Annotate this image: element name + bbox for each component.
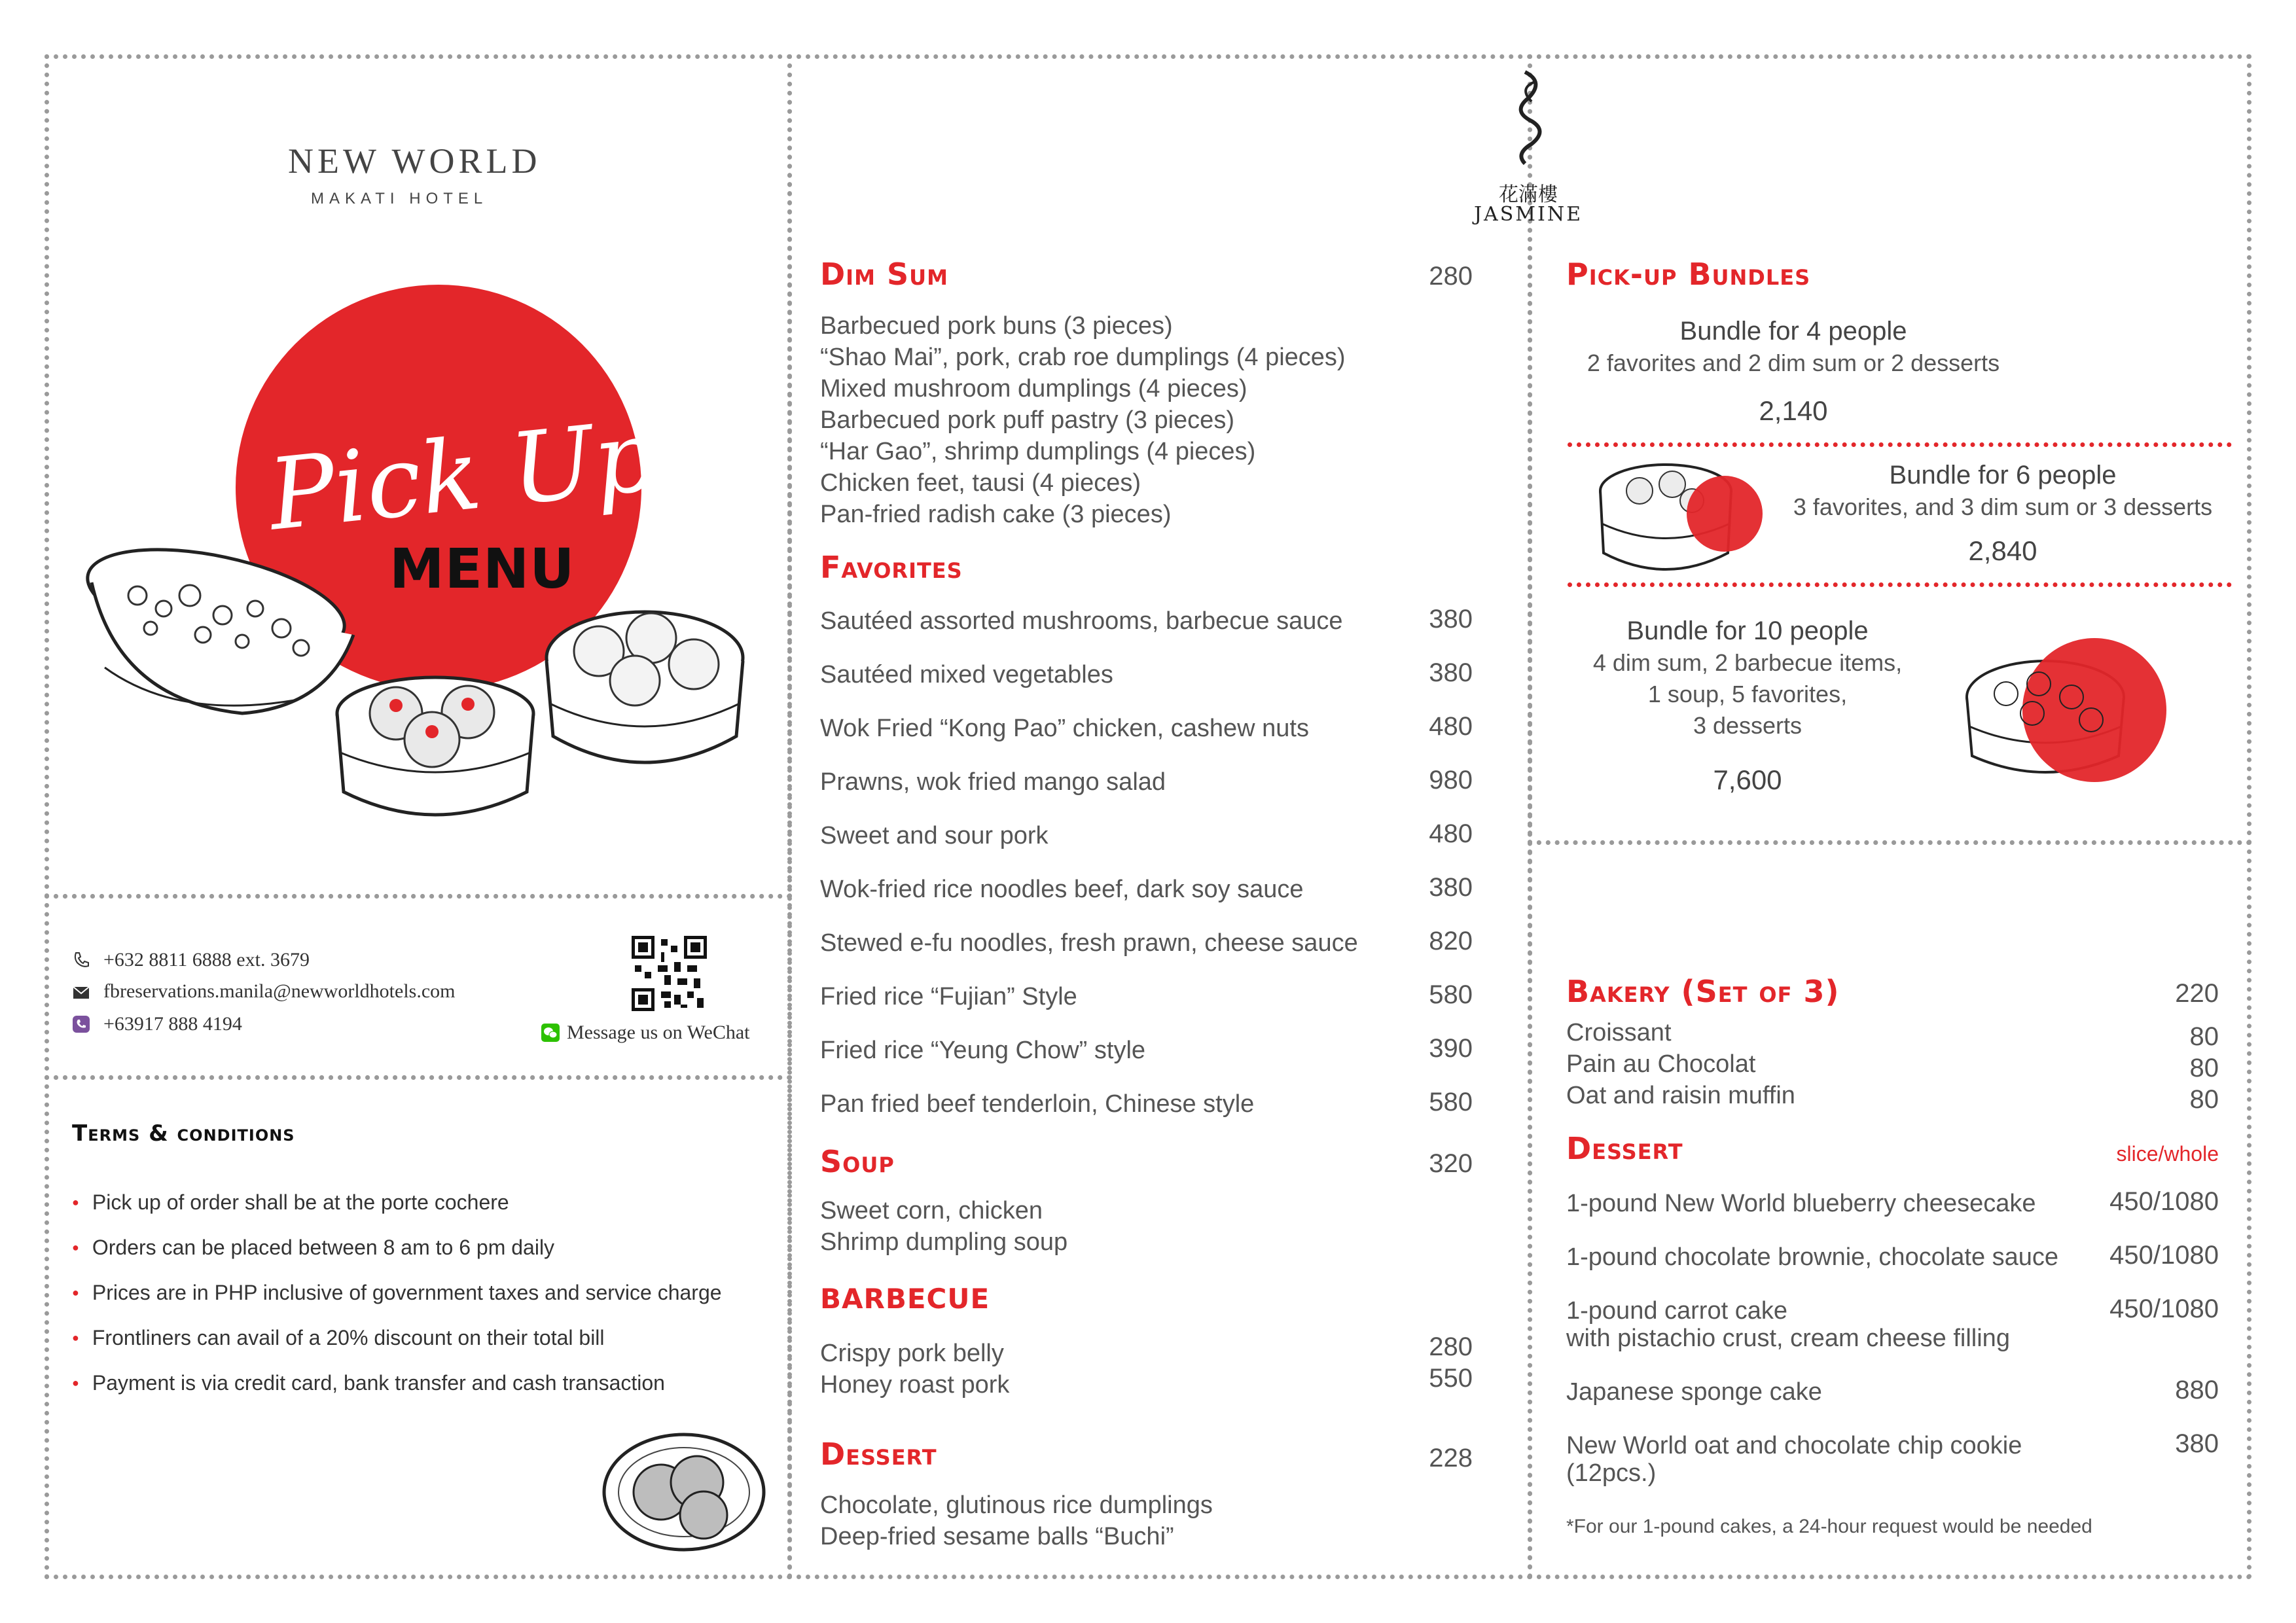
bakery-item-price: 80 <box>2189 1085 2219 1114</box>
favorites-item: Wok-fried rice noodles beef, dark soy sauce <box>820 876 1304 903</box>
favorites-price: 380 <box>1429 658 1473 687</box>
viber-number: +63917 888 4194 <box>103 1013 242 1035</box>
list-item: Barbecued pork puff pastry (3 pieces) <box>820 406 1234 434</box>
list-item: Shrimp dumpling soup <box>820 1228 1068 1256</box>
soup-list <box>820 1195 1067 1258</box>
bakery-item-price: 80 <box>2189 1054 2219 1082</box>
favorites-item: Prawns, wok fried mango salad <box>820 768 1166 796</box>
terms-list <box>72 1181 722 1407</box>
phone-icon <box>72 951 90 969</box>
bundle-10-steamer-illustration <box>1960 632 2170 795</box>
email-address: fbreservations.manila@newworldhotels.com <box>103 980 456 1002</box>
list-item: Chicken feet, tausi (4 pieces) <box>820 469 1141 497</box>
dessert-right-item: 1-pound carrot cake <box>1566 1297 1787 1325</box>
bakery-prices <box>2153 1021 2219 1115</box>
bundle-10-desc-line1: 4 dim sum, 2 barbecue items, <box>1592 649 1903 676</box>
list-item: Pain au Chocolat <box>1566 1050 1756 1078</box>
wechat-label[interactable]: Message us on WeChat <box>567 1022 750 1043</box>
hotel-name: NEW WORLD <box>288 141 541 181</box>
terms-item: ● Frontliners can avail of a 20% discount on their total bill <box>72 1317 722 1362</box>
dessert-right-item: 1-pound New World blueberry cheesecake <box>1566 1190 2036 1217</box>
bundle-10-desc-line2: 1 soup, 5 favorites, <box>1647 681 1848 707</box>
list-item: Croissant <box>1566 1019 1672 1046</box>
dim-sum-price: 280 <box>1429 262 1473 291</box>
bundles-heading: Pick-up Bundles <box>1566 257 1811 292</box>
soup-heading: Soup <box>820 1144 895 1179</box>
favorites-item: Sautéed assorted mushrooms, barbecue sauce <box>820 607 1343 635</box>
bakery-price: 220 <box>2175 979 2219 1008</box>
dessert-right-heading: Dessert <box>1566 1131 1683 1166</box>
fried-rice-bowl-illustration <box>79 537 367 733</box>
barbecue-list <box>820 1338 1009 1400</box>
favorites-price: 480 <box>1429 819 1473 848</box>
dessert-right-price: 450/1080 <box>2109 1187 2219 1216</box>
bundle-10-desc-line3: 3 desserts <box>1693 712 1803 739</box>
bundle-6-desc: 3 favorites, and 3 dim sum or 3 desserts <box>1793 493 2213 520</box>
favorites-item: Wok Fried “Kong Pao” chicken, cashew nuts <box>820 715 1309 742</box>
list-item: Pan-fried radish cake (3 pieces) <box>820 501 1172 528</box>
favorites-price: 390 <box>1429 1034 1473 1063</box>
favorites-price: 380 <box>1429 605 1473 633</box>
terms-item: ● Orders can be placed between 8 am to 6 pm daily <box>72 1226 722 1272</box>
bundle-10-price: 7,600 <box>1713 764 1782 795</box>
bundle-6-price: 2,840 <box>1968 535 2037 566</box>
favorites-price: 580 <box>1429 1088 1473 1116</box>
favorites-price: 480 <box>1429 712 1473 741</box>
soup-price: 320 <box>1429 1149 1473 1178</box>
bundle-6-steamer-illustration <box>1594 455 1770 586</box>
bakery-heading: Bakery (Set of 3) <box>1566 974 1840 1009</box>
dessert-right-price: 380 <box>2175 1429 2219 1458</box>
hotel-subtitle: MAKATI HOTEL <box>311 190 488 207</box>
dessert-right-subtext: (12pcs.) <box>1566 1459 1657 1487</box>
barbecue-prices <box>1407 1331 1473 1394</box>
dessert-right-subtext: with pistachio crust, cream cheese filling <box>1566 1325 2010 1352</box>
menu-title: MENU <box>389 537 575 601</box>
favorites-item: Stewed e-fu noodles, fresh prawn, cheese sauce <box>820 929 1358 957</box>
bundle-4-name: Bundle for 4 people <box>1679 317 1907 346</box>
footnote: *For our 1-pound cakes, a 24-hour request would be needed <box>1566 1516 2092 1537</box>
dessert-list <box>820 1489 1213 1552</box>
favorites-price: 580 <box>1429 980 1473 1009</box>
jasmine-logo-icon <box>1499 69 1558 167</box>
barbecue-price: 280 <box>1429 1332 1473 1361</box>
list-item: Honey roast pork <box>820 1371 1010 1399</box>
favorites-item: Fried rice “Fujian” Style <box>820 983 1077 1010</box>
list-item: “Har Gao”, shrimp dumplings (4 pieces) <box>820 438 1256 465</box>
bundle-4-price: 2,140 <box>1759 395 1828 426</box>
list-item: “Shao Mai”, pork, crab roe dumplings (4 pieces) <box>820 344 1346 371</box>
barbecue-price: 550 <box>1429 1364 1473 1393</box>
viber-icon <box>72 1015 90 1033</box>
bakery-item-price: 80 <box>2189 1022 2219 1051</box>
dessert-right-item: Japanese sponge cake <box>1566 1378 1822 1406</box>
sesame-balls-plate-illustration <box>599 1427 769 1558</box>
favorites-item: Sautéed mixed vegetables <box>820 661 1113 688</box>
dim-sum-list <box>820 310 1346 530</box>
list-item: Crispy pork belly <box>820 1340 1004 1367</box>
terms-item: ● Pick up of order shall be at the porte cochere <box>72 1181 722 1226</box>
bundle-10-name: Bundle for 10 people <box>1626 616 1869 645</box>
pickup-title: Pick Up <box>263 399 662 553</box>
steamer-basket-buns-illustration <box>537 599 753 795</box>
favorites-price: 380 <box>1429 873 1473 902</box>
restaurant-name: JASMINE <box>1474 203 1583 226</box>
list-item: Sweet corn, chicken <box>820 1197 1043 1224</box>
terms-item: ● Payment is via credit card, bank transfer and cash transaction <box>72 1362 722 1407</box>
red-dotted-divider <box>1568 442 2232 447</box>
phone-number: +632 8811 6888 ext. 3679 <box>103 949 310 971</box>
dessert-right-price: 880 <box>2175 1376 2219 1404</box>
list-item: Chocolate, glutinous rice dumplings <box>820 1491 1213 1519</box>
bakery-list <box>1566 1017 1795 1111</box>
favorites-price: 820 <box>1429 927 1473 955</box>
list-item: Deep-fried sesame balls “Buchi” <box>820 1523 1174 1550</box>
bundle-4-desc: 2 favorites and 2 dim sum or 2 desserts <box>1587 349 2000 376</box>
wechat-qr-code[interactable] <box>632 936 707 1011</box>
bundle-6-name: Bundle for 6 people <box>1889 461 2117 490</box>
wechat-icon <box>541 1024 560 1042</box>
email-icon <box>72 984 90 1002</box>
red-dotted-divider <box>1568 582 2232 587</box>
steamer-basket-shaomai-illustration <box>324 661 547 844</box>
favorites-heading: Favorites <box>820 550 963 585</box>
dessert-right-item: New World oat and chocolate chip cookie <box>1566 1432 2022 1459</box>
terms-item: ● Prices are in PHP inclusive of government taxes and service charge <box>72 1272 722 1317</box>
dessert-heading: Dessert <box>820 1436 937 1472</box>
favorites-item: Pan fried beef tenderloin, Chinese style <box>820 1090 1255 1118</box>
terms-title: Terms & conditions <box>72 1120 295 1147</box>
list-item: Oat and raisin muffin <box>1566 1082 1795 1109</box>
dessert-price: 228 <box>1429 1444 1473 1472</box>
restaurant-chinese-name: 花滿樓 <box>1499 183 1558 206</box>
favorites-item: Sweet and sour pork <box>820 822 1049 849</box>
list-item: Barbecued pork buns (3 pieces) <box>820 312 1173 340</box>
dim-sum-heading: Dim Sum <box>820 257 948 292</box>
list-item: Mixed mushroom dumplings (4 pieces) <box>820 375 1247 402</box>
favorites-item: Fried rice “Yeung Chow” style <box>820 1037 1146 1064</box>
dessert-right-price: 450/1080 <box>2109 1294 2219 1323</box>
barbecue-heading: BARBECUE <box>820 1283 990 1315</box>
favorites-price: 980 <box>1429 766 1473 794</box>
dessert-right-price: 450/1080 <box>2109 1241 2219 1270</box>
dessert-right-item: 1-pound chocolate brownie, chocolate sauce <box>1566 1243 2059 1271</box>
slice-whole-note: slice/whole <box>2116 1142 2219 1166</box>
